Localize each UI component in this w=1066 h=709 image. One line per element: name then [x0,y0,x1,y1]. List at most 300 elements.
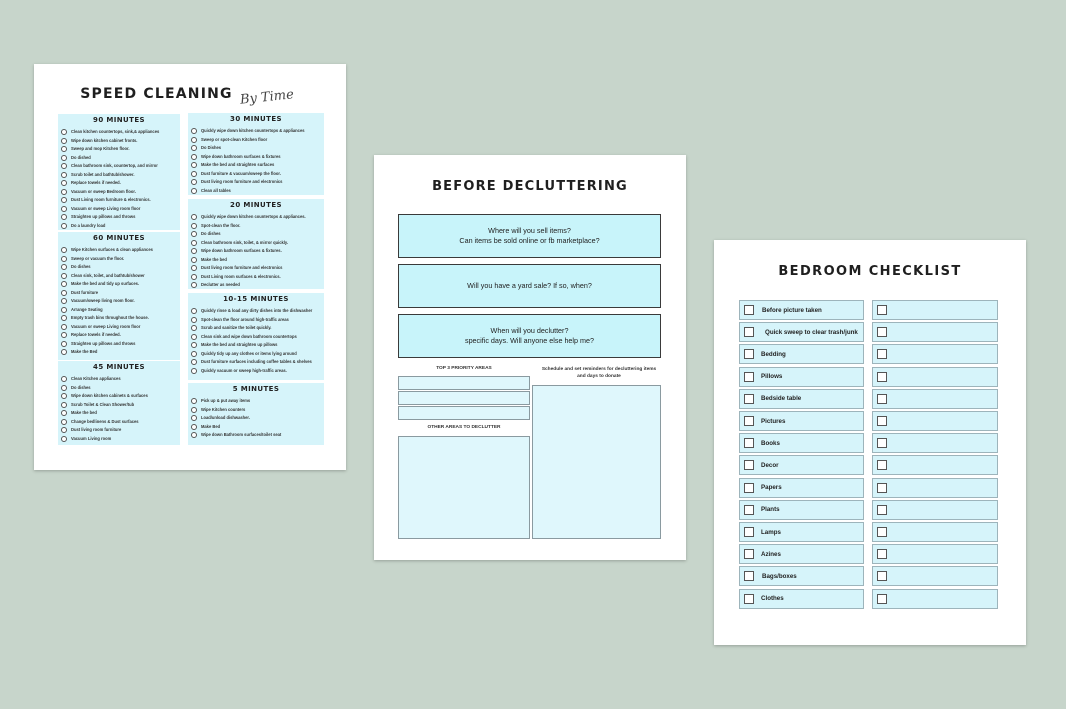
task-item [61,128,180,137]
task-label: Do dishes [71,264,91,269]
task-item [191,316,324,325]
task-checkbox[interactable] [61,129,67,135]
task-checkbox[interactable] [61,206,67,212]
task-item [61,435,180,444]
checklist-row [739,478,864,498]
task-checkbox[interactable] [191,359,197,365]
checklist-label: Papers [761,484,782,492]
checklist-label: Bedding [761,350,786,358]
checklist-row [739,500,864,520]
task-label: Dust furniture [71,289,99,295]
checklist-label: Clothes [761,595,784,603]
task-checkbox[interactable] [61,146,67,152]
task-checkbox[interactable] [61,214,67,220]
task-item [61,188,180,197]
section-heading: 10-15 MINUTES [223,295,289,303]
task-label: Pick up & put away items [201,398,251,403]
checkbox[interactable] [744,394,754,404]
task-label: Clean all tables [201,187,231,193]
task-item [191,307,324,316]
task-label: Dust furniture & vacuum/sweep the floor. [201,170,281,176]
task-item [61,426,180,435]
checklist-blank-row [872,389,998,409]
task-label: Dust Living room surfaces & electronics. [201,273,281,279]
checkbox[interactable] [744,549,754,559]
checklist-label: Lamps [761,528,781,536]
task-label: Clean sink and wipe down bathroom countertops [201,333,297,339]
checkbox[interactable] [877,571,887,581]
task-item [61,179,180,188]
task-label: Make Bed [201,423,221,429]
section-heading: 90 MINUTES [93,116,145,124]
task-checkbox[interactable] [61,247,67,253]
task-checkbox[interactable] [61,419,67,425]
question-box-sell [398,214,661,258]
task-checkbox[interactable] [191,231,197,237]
task-label: Clean Kitchen appliances [71,376,121,381]
task-label: Arrange Seating [71,306,103,312]
task-item [191,222,324,231]
task-item [191,367,324,376]
task-item [61,162,180,171]
other-areas-box[interactable] [398,436,530,539]
task-checkbox[interactable] [61,376,67,382]
task-item [191,281,324,290]
checkbox[interactable] [744,483,754,493]
task-checkbox[interactable] [191,334,197,340]
task-checkbox[interactable] [191,162,197,168]
checklist-blank-row [872,433,998,453]
task-item [61,392,180,401]
checkbox[interactable] [744,505,754,515]
task-list [58,246,180,357]
checklist-row [739,322,864,342]
task-label: Make the bed and straighten surfaces [201,162,275,167]
task-checkbox[interactable] [61,189,67,195]
priority-areas-label: TOP 3 PRIORITY AREAS [436,366,492,371]
task-item [191,423,324,432]
task-checkbox[interactable] [61,138,67,144]
task-item [61,137,180,146]
task-checkbox[interactable] [191,368,197,374]
checklist-label: Pillows [761,373,783,381]
task-checkbox[interactable] [61,349,67,355]
checklist-row [739,300,864,320]
task-checkbox[interactable] [191,248,197,254]
checklist-label: Books [761,439,780,447]
section-heading: 45 MINUTES [93,363,145,371]
task-label: Quickly vacuum or sweep high-traffic areas. [201,367,287,373]
task-checkbox[interactable] [61,197,67,203]
task-item [191,170,324,179]
checkbox[interactable] [877,305,887,315]
task-item [191,187,324,196]
section-heading: 20 MINUTES [230,201,282,209]
checklist-row [739,455,864,475]
task-label: Do dished [71,154,91,160]
task-checkbox[interactable] [61,324,67,330]
checkbox[interactable] [877,438,887,448]
task-label: Wipe Kitchen surfaces & clean appliances [71,247,153,252]
task-item [61,323,180,332]
task-item [191,350,324,359]
task-label: Clean sink, toilet, and bathtub/shower [71,272,145,278]
checklist-row [739,389,864,409]
task-label: Vacuum or sweep Bedroom floor. [71,188,136,194]
task-checkbox[interactable] [191,145,197,151]
checklist-label: Bedside table [761,395,802,403]
checkbox[interactable] [877,483,887,493]
task-checkbox[interactable] [191,325,197,331]
task-item [191,256,324,265]
task-label: Wipe down bathroom surfaces & fixtures. [201,248,282,253]
task-item [61,246,180,255]
task-label: Wipe down Bathroom surfaces/toilet seat [201,432,282,437]
task-item [61,418,180,427]
task-label: Quickly rinse & load any dirty dishes into the dishwasher [201,308,313,313]
checkbox[interactable] [877,527,887,537]
checkbox[interactable] [877,372,887,382]
checkbox[interactable] [744,372,754,382]
checkbox[interactable] [744,349,754,359]
task-item [61,384,180,393]
task-checkbox[interactable] [191,223,197,229]
task-item [191,341,324,350]
question-box-when [398,314,661,358]
checklist-blank-row [872,544,998,564]
task-label: Do dishes [201,231,221,236]
question-box-yard-sale [398,264,661,308]
task-checkbox[interactable] [61,281,67,287]
task-label: Spot-clean the floor around high-traffic areas [201,316,289,322]
checklist-blank-row [872,411,998,431]
checklist-label: Decor [761,461,779,469]
task-label: Quickly wipe down kitchen countertops & appliances. [201,214,306,219]
checkbox[interactable] [877,394,887,404]
task-checkbox[interactable] [61,410,67,416]
task-item [191,397,324,406]
task-item [191,136,324,145]
task-label: Do a laundry load [71,222,106,228]
checkbox[interactable] [744,594,754,604]
priority-field-3[interactable] [398,406,530,420]
section-5-minutes [188,383,324,445]
task-item [191,213,324,222]
checklist-blank-row [872,344,998,364]
task-label: Straighten up pillows and throws [71,214,136,219]
task-checkbox[interactable] [191,137,197,143]
task-item [191,178,324,187]
task-checkbox[interactable] [61,385,67,391]
task-label: Replace towels if needed. [71,332,121,337]
task-checkbox[interactable] [61,155,67,161]
task-checkbox[interactable] [61,341,67,347]
page-title: BEFORE DECLUTTERING [432,179,628,194]
task-list [58,128,180,230]
bedroom-checklist-page [714,240,1026,645]
task-label: Wipe down bathroom surfaces & fixtures [201,153,281,159]
checkbox[interactable] [744,571,754,581]
task-list [188,127,324,195]
checklist-blank-row [872,367,998,387]
task-item [191,406,324,415]
checkbox[interactable] [744,460,754,470]
task-item [61,263,180,272]
task-label: Clean kitchen countertops, sink,& appliances [71,129,160,134]
task-label: Change bedlinens & Dust surfaces [71,418,139,424]
task-item [61,255,180,264]
task-item [61,145,180,154]
section-30-minutes [188,113,324,195]
checklist-row [739,367,864,387]
task-checkbox[interactable] [191,407,197,413]
task-item [61,205,180,214]
section-20-minutes [188,199,324,289]
schedule-box[interactable] [532,385,661,539]
priority-field-1[interactable] [398,376,530,390]
question-line: Where will you sell items? [488,226,571,235]
task-item [61,154,180,163]
task-label: Clean bathroom sink, countertop, and mirror [71,163,158,168]
task-checkbox[interactable] [191,257,197,263]
task-label: Do dishes [71,384,91,390]
task-label: Wipe Kitchen counters [201,406,246,412]
task-label: Dust Living room furniture & electronics. [71,197,151,202]
checkbox[interactable] [877,416,887,426]
task-label: Scrub Toilet & Clean Shower/tub [71,401,135,407]
section-60-minutes [58,232,180,360]
task-label: Make the bed and tidy up surfaces. [71,281,140,286]
checklist-label: Plants [761,506,780,514]
checkbox[interactable] [744,438,754,448]
task-label: Dust living room furniture and electronics [201,265,283,270]
checklist-row [739,544,864,564]
task-checkbox[interactable] [191,317,197,323]
checkbox[interactable] [744,327,754,337]
task-item [191,333,324,342]
checkbox[interactable] [744,527,754,537]
checkbox[interactable] [877,549,887,559]
question-line: When will you declutter? [490,326,569,335]
task-item [61,401,180,410]
task-item [61,348,180,357]
task-label: Declutter as needed [201,282,240,287]
checklist-blank-row [872,566,998,586]
task-label: Spot-clean the floor. [201,222,241,228]
task-checkbox[interactable] [61,290,67,296]
question-line: Will you have a yard sale? If so, when? [467,281,592,290]
task-label: Load/unload dishwasher. [201,415,250,420]
checklist-blank-row [872,589,998,609]
task-item [61,331,180,340]
task-label: Sweep or vacuum the floor. [71,255,125,261]
task-checkbox[interactable] [191,214,197,220]
task-item [191,431,324,440]
task-item [61,297,180,306]
task-item [61,222,180,231]
task-checkbox[interactable] [61,298,67,304]
task-checkbox[interactable] [191,240,197,246]
task-list [188,307,324,375]
task-checkbox[interactable] [61,223,67,229]
checkbox[interactable] [877,594,887,604]
task-item [191,324,324,333]
task-checkbox[interactable] [61,402,67,408]
task-checkbox[interactable] [191,415,197,421]
task-label: Quickly tidy up any clothes or items lying around [201,350,297,356]
task-checkbox[interactable] [191,351,197,357]
task-item [191,239,324,248]
task-checkbox[interactable] [61,172,67,178]
speed-cleaning-page [34,64,346,470]
task-label: Quickly wipe down kitchen countertops & appliances [201,128,305,133]
task-item [191,161,324,170]
task-label: Make the bed [71,410,97,415]
task-checkbox[interactable] [191,128,197,134]
checkbox[interactable] [877,505,887,515]
task-checkbox[interactable] [61,180,67,186]
task-item [61,280,180,289]
task-checkbox[interactable] [61,315,67,321]
checklist-blank-row [872,478,998,498]
checklist-row [739,566,864,586]
section-10-15-minutes [188,293,324,380]
section-heading: 30 MINUTES [230,115,282,123]
section-heading: 5 MINUTES [232,385,280,393]
schedule-label: Schedule and set reminders for decluttering items and days to donate [541,367,657,379]
task-item [61,272,180,281]
task-label: Do Dishes [201,145,222,150]
task-label: Dust living room furniture and electronics [201,179,283,184]
task-item [61,213,180,222]
task-list [188,213,324,290]
task-checkbox[interactable] [191,398,197,404]
task-checkbox[interactable] [191,171,197,177]
task-checkbox[interactable] [191,342,197,348]
task-label: Sweep or spot-clean Kitchen floor [201,136,268,142]
task-item [61,375,180,384]
checklist-blank-row [872,522,998,542]
task-checkbox[interactable] [191,265,197,271]
checkbox[interactable] [877,460,887,470]
task-label: Make the bed [201,256,227,262]
checklist-label: Quick sweep to clear trash/junk [765,328,858,336]
task-label: Make the Bed [71,349,98,354]
task-item [191,414,324,423]
checklist-row [739,589,864,609]
task-label: Vacuum Living room [71,435,112,441]
task-checkbox[interactable] [61,273,67,279]
before-decluttering-page [374,155,686,560]
checklist-blank-row [872,455,998,475]
task-label: Vacuum or sweep Living room floor [71,205,141,211]
task-checkbox[interactable] [61,256,67,262]
task-item [191,153,324,162]
task-checkbox[interactable] [61,264,67,270]
task-checkbox[interactable] [61,427,67,433]
task-label: Empty trash bins throughout the house. [71,315,149,320]
task-checkbox[interactable] [191,282,197,288]
task-item [61,306,180,315]
checklist-label: Pictures [761,417,786,425]
task-checkbox[interactable] [191,274,197,280]
checkbox[interactable] [877,327,887,337]
task-label: Wipe down kitchen cabinet fronts. [71,137,138,143]
task-label: Make the bed and straighten up pillows [201,342,278,347]
task-label: Sweep and mop Kitchen floor. [71,146,130,151]
checkbox[interactable] [877,349,887,359]
task-label: Dust furniture surfaces including coffee tables & shelves [201,359,312,364]
checklist-row [739,433,864,453]
task-item [191,264,324,273]
task-item [61,314,180,323]
task-checkbox[interactable] [61,436,67,442]
checklist-row [739,522,864,542]
task-item [61,196,180,205]
section-45-minutes [58,361,180,445]
page-title: SPEED CLEANING [80,86,233,102]
task-checkbox[interactable] [191,308,197,314]
checklist-label: Bags/boxes [762,572,797,580]
task-label: Vacuum/sweep living room floor. [71,298,135,303]
page-title: BEDROOM CHECKLIST [778,264,962,279]
task-checkbox[interactable] [61,307,67,313]
task-label: Straighten up pillows and throws [71,340,136,346]
task-label: Wipe down kitchen cabinets & surfaces [71,393,148,398]
task-item [191,273,324,282]
script-subtitle: By Time [239,87,295,108]
checklist-row [739,344,864,364]
checklist-label: Azines [761,550,781,558]
checklist-label: Before picture taken [762,306,822,314]
section-heading: 60 MINUTES [93,234,145,242]
task-checkbox[interactable] [61,393,67,399]
task-label: Replace towels if needed. [71,180,121,185]
task-checkbox[interactable] [61,332,67,338]
checklist-blank-row [872,500,998,520]
checklist-blank-row [872,322,998,342]
task-label: Vacuum or sweep Living room floor [71,323,141,329]
checklist-row [739,411,864,431]
task-checkbox[interactable] [191,424,197,430]
checkbox[interactable] [744,416,754,426]
task-item [191,247,324,256]
task-label: Scrub toilet and bathtub/shower. [71,171,135,177]
section-90-minutes [58,114,180,230]
checkbox[interactable] [744,305,754,315]
task-item [191,230,324,239]
task-list [58,375,180,443]
task-checkbox[interactable] [191,179,197,185]
task-item [61,340,180,349]
task-list [188,397,324,440]
task-label: Dust living room furniture [71,427,122,432]
task-item [191,127,324,136]
question-line: specific days. Will anyone else help me? [464,336,595,345]
task-checkbox[interactable] [61,163,67,169]
other-areas-label: OTHER AREAS TO DECLUTTER [427,425,501,430]
task-label: Clean bathroom sink, toilet, & mirror quickly. [201,239,289,245]
priority-field-2[interactable] [398,391,530,405]
task-checkbox[interactable] [191,432,197,438]
task-item [61,171,180,180]
task-item [61,409,180,418]
task-checkbox[interactable] [191,154,197,160]
task-item [61,289,180,298]
question-line: Can items be sold online or fb marketplace? [459,236,600,245]
task-label: Scrub and sanitize the toilet quickly. [201,325,272,330]
task-checkbox[interactable] [191,188,197,194]
